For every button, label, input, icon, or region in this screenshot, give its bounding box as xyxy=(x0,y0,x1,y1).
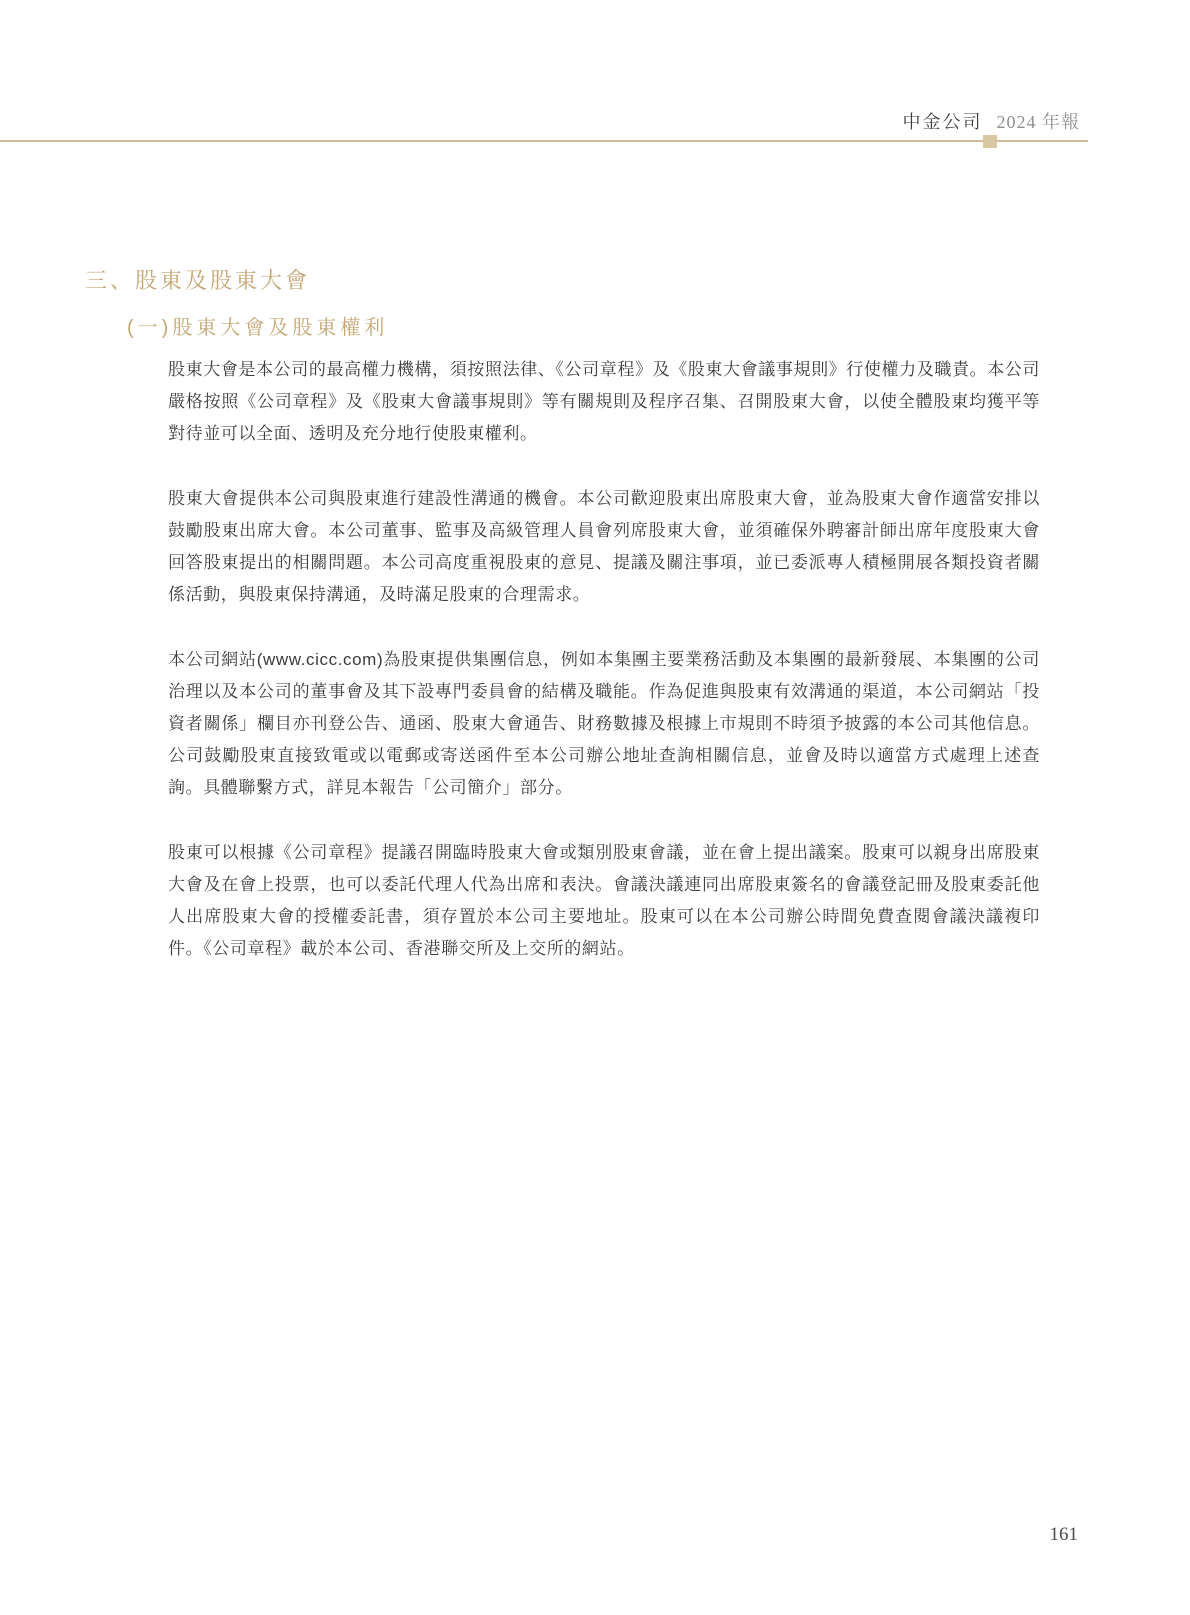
paragraph-shareholder-meeting-authority: 股東大會是本公司的最高權力機構，須按照法律、《公司章程》及《股東大會議事規則》行使權力及職責。本公司嚴格按照《公司章程》及《股東大會議事規則》等有關規則及程序召集、召開股東大會，以使全體股東均獲平等對待並可以全面、透明及充分地行使股東權利。 xyxy=(168,360,1040,443)
paragraph-company-website-info: 本公司網站(www.cicc.com)為股東提供集團信息，例如本集團主要業務活動及本集團的最新發展、本集團的公司治理以及本公司的董事會及其下設專門委員會的結構及職能。作為促進與股東有效溝通的渠道，本公司網站「投資者關係」欄目亦刊登公告、通函、股東大會通告、財務數據及根據上市規則不時須予披露的本公司其他信息。公司鼓勵股東直接致電或以電郵或寄送函件至本公司辦公地址查詢相關信息，並會及時以適當方式處理上述查詢。具體聯繫方式，詳見本報告「公司簡介」部分。 xyxy=(168,650,1040,797)
page-number: 161 xyxy=(1049,1524,1078,1545)
paragraph-communication-opportunity: 股東大會提供本公司與股東進行建設性溝通的機會。本公司歡迎股東出席股東大會，並為股東大會作適當安排以鼓勵股東出席大會。本公司董事、監事及高級管理人員會列席股東大會，並須確保外聘審計師出席年度股東大會回答股東提出的相關問題。本公司高度重視股東的意見、提議及關注事項，並已委派專人積極開展各類投資者關係活動，與股東保持溝通，及時滿足股東的合理需求。 xyxy=(168,489,1040,604)
company-name: 中金公司 xyxy=(902,112,983,132)
report-edition: 2024 年報 xyxy=(996,112,1080,132)
body-text-block xyxy=(168,354,1040,998)
subsection-title: (一)股東大會及股東權利 xyxy=(127,317,389,339)
header-rule-square-marker xyxy=(983,135,997,148)
paragraph-shareholder-rights-proposals: 股東可以根據《公司章程》提議召開臨時股東大會或類別股東會議，並在會上提出議案。股東可以親身出席股東大會及在會上投票，也可以委託代理人代為出席和表決。會議決議連同出席股東簽名的會議登記冊及股東委託他人出席股東大會的授權委託書，須存置於本公司主要地址。股東可以在本公司辦公時間免費查閱會議決議複印件。《公司章程》載於本公司、香港聯交所及上交所的網站。 xyxy=(168,843,1040,958)
header-rule xyxy=(0,140,1088,142)
section-title: 三、股東及股東大會 xyxy=(85,268,311,293)
page-header xyxy=(903,108,1081,134)
